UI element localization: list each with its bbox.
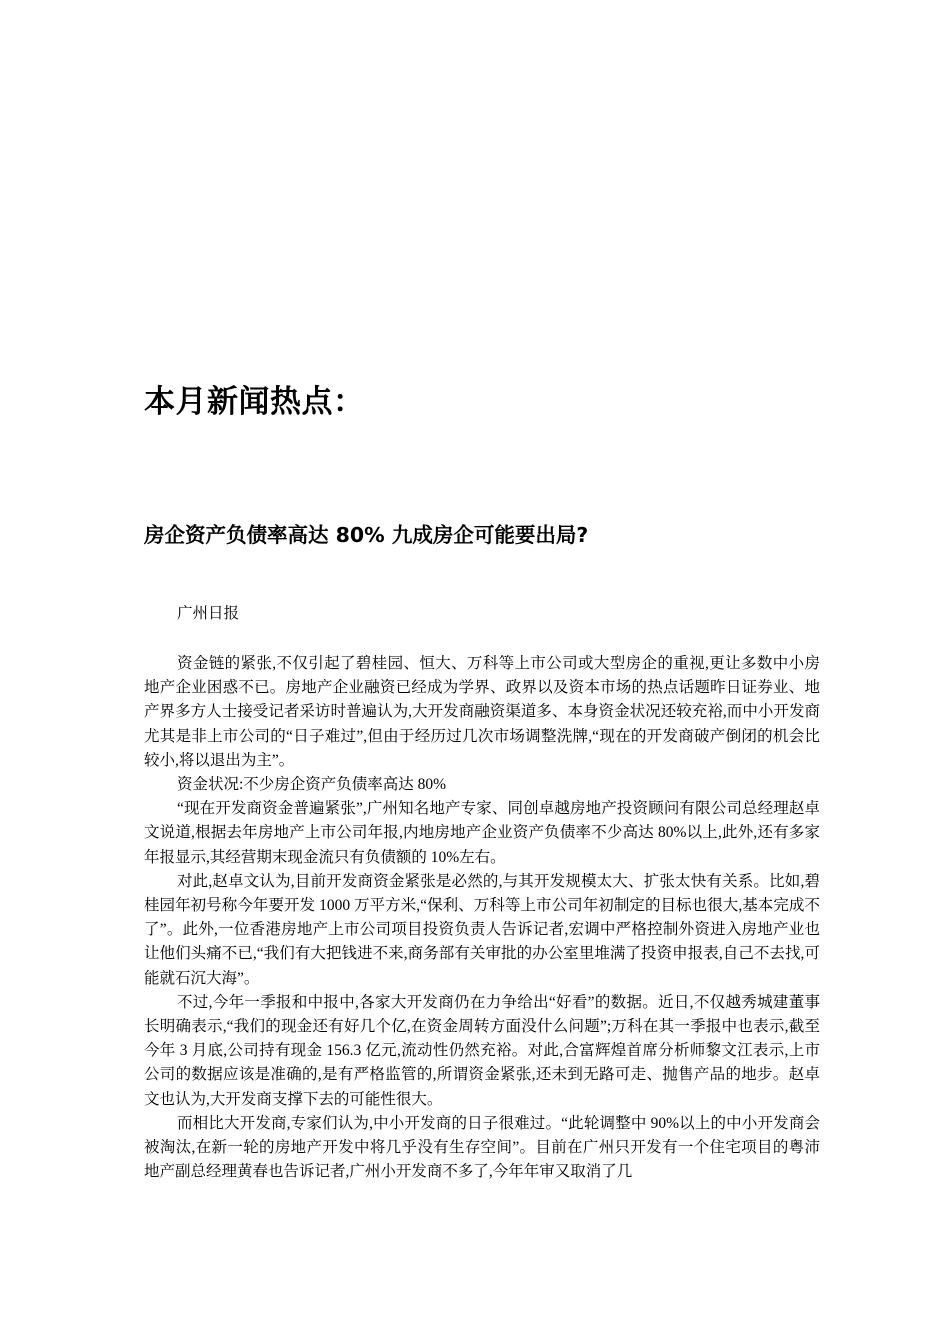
article-paragraph: “现在开发商资金普遍紧张”,广州知名地产专家、同创卓越房地产投资顾问有限公司总经理赵卓文说道,根据去年房地产上市公司年报,内地房地产企业资产负债率不少高达 80%以上,此外,还有多家年报显示,其经营期末现金流只有负债额的 10%左右。 xyxy=(144,800,820,866)
article-source: 广州日报 xyxy=(177,605,240,622)
article-paragraph: 不过,今年一季报和中报中,各家大开发商仍在力争给出“好看”的数据。近日,不仅越秀城建董事长明确表示,“我们的现金还有好几个亿,在资金周转方面没什么问题”;万科在其一季报中也表示,截至今年 3 月底,公司持有现金 156.3 亿元,流动性仍然充裕。对此,合富辉煌首席分析师黎文江表示,上市公司的数据应该是准确的,是有严格监管的,所谓资金紧张,还未到无路可走、抛售产品的地步。赵卓文也认为,大开发商支撑下去的可能性很大。 xyxy=(144,993,820,1108)
section-heading: 本月新闻热点： xyxy=(144,384,365,420)
article-paragraph: 资金链的紧张,不仅引起了碧桂园、恒大、万科等上市公司或大型房企的重视,更让多数中小房地产企业困惑不已。房地产企业融资已经成为学界、政界以及资本市场的热点话题昨日证券业、地产界多方人士接受记者采访时普遍认为,大开发商融资渠道多、本身资金状况还较充裕,而中小开发商尤其是非上市公司的“日子难过”,但由于经历过几次市场调整洗牌,“现在的开发商破产倒闭的机会比较小,将以退出为主”。 xyxy=(144,655,820,769)
article-subheading: 资金状况:不少房企资产负债率高达 80% xyxy=(177,776,447,794)
article-title: 房企资产负债率高达 80% 九成房企可能要出局? xyxy=(144,523,589,547)
article-body xyxy=(144,652,820,1184)
article-paragraph: 对此,赵卓文认为,目前开发商资金紧张是必然的,与其开发规模太大、扩张太快有关系。比如,碧桂园年初号称今年要开发 1000 万平方米,“保利、万科等上市公司年初制定的目标也很大,基本完成不了”。此外,一位香港房地产上市公司项目投资负责人告诉记者,宏调中严格控制外资进入房地产业也让他们头痛不已,“我们有大把钱进不来,商务部有关审批的办公室里堆满了投资申报表,自己不去找,可能就石沉大海”。 xyxy=(144,872,820,987)
article-paragraph: 而相比大开发商,专家们认为,中小开发商的日子很难过。“此轮调整中 90%以上的中小开发商会被淘汰,在新一轮的房地产开发中将几乎没有生存空间”。目前在广州只开发有一个住宅项目的粤沛地产副总经理黄春也告诉记者,广州小开发商不多了,今年年审又取消了几 xyxy=(144,1114,820,1181)
